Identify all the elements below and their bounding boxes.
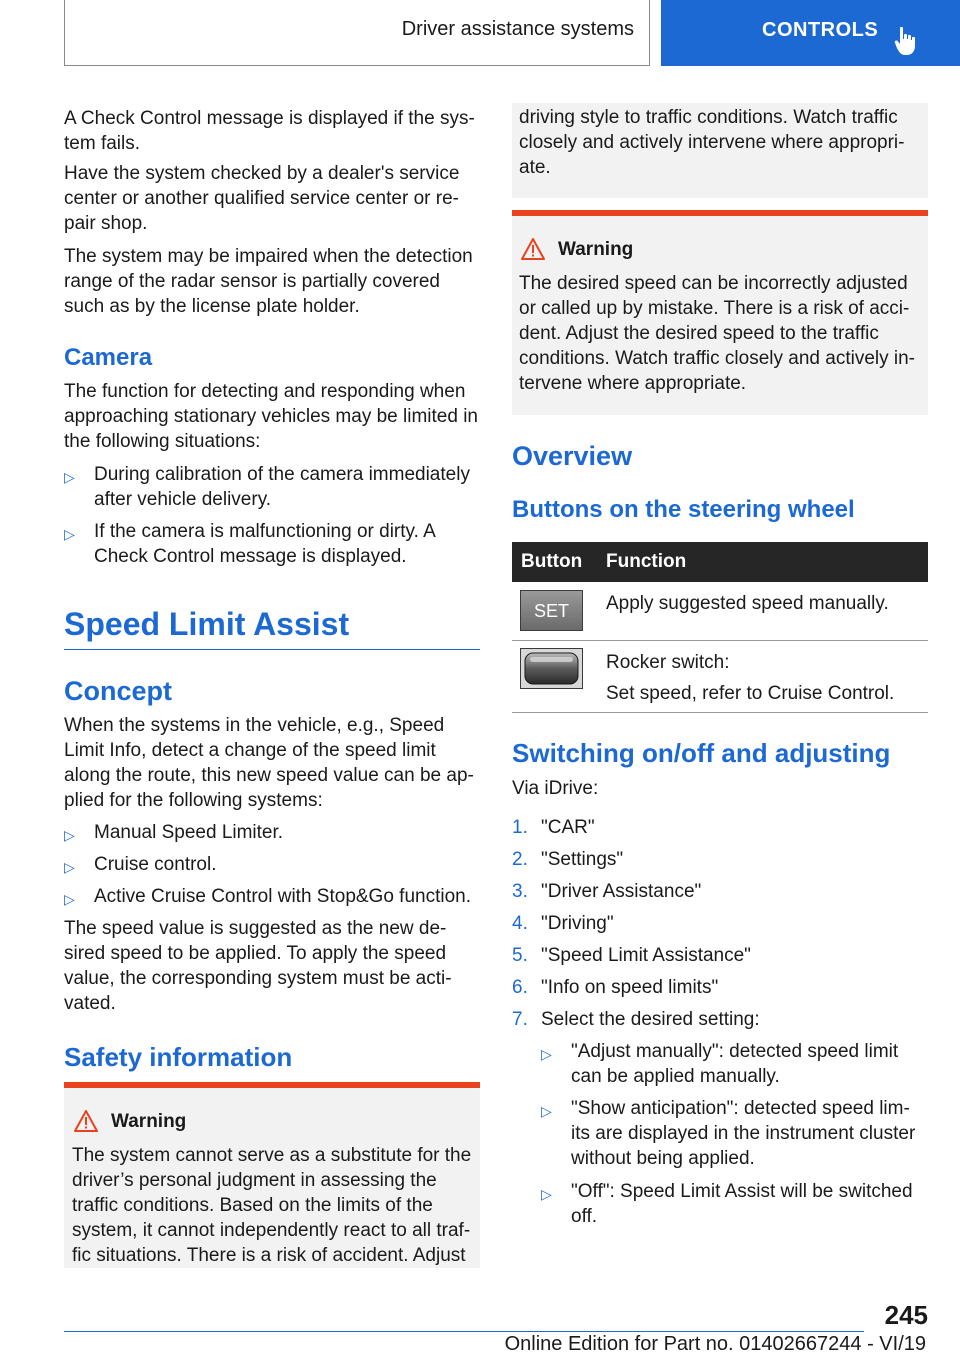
hand-pointer-icon [894,26,920,56]
bullet-triangle-icon: ▷ [541,1186,552,1202]
function-rocker-2: Set speed, refer to Cruise Control. [606,683,895,704]
paragraph-service: Have the system checked by a dealer's service center or another qualified service center or re- pair shop. [64,163,460,234]
warning-text-1-cont: driving style to traffic conditions. Watch traffic closely and actively intervene where appropri- ate. [519,107,905,178]
function-rocker-1: Rocker switch: [606,652,730,673]
camera-intro: The function for detecting and responding when approaching stationary vehicles may be limited in the following situations: [64,381,478,452]
warning-text-2: The desired speed can be incorrectly adjusted or called up by mistake. There is a risk of acci- dent. Adjust the desired speed to the traffic conditions. Watch traffic closely and actively in- tervene where appropriate. [519,273,916,394]
bullet-triangle-icon: ▷ [64,891,75,907]
edition-footer [0,1333,960,1359]
table-header [512,542,928,582]
warning-triangle-icon [521,238,545,260]
switching-heading: Switching on/off and adjusting [512,738,891,768]
table-row-divider [512,712,928,713]
bullet-triangle-icon: ▷ [64,859,75,875]
paragraph-fail: A Check Control message is displayed if the sys- tem fails. [64,108,475,154]
edition-text: Online Edition for Part no. 01402667244 - VI/19 [504,1333,926,1355]
warning-title-2: Warning [558,239,634,260]
set-button-icon [520,590,583,631]
heading-rule [64,649,480,650]
col-button-header: Button [521,551,583,572]
concept-text: When the systems in the vehicle, e.g., Speed Limit Info, detect a change of the speed limit along the route, this new speed value can be ap- plied for the following systems: [64,715,474,811]
bullet-triangle-icon: ▷ [541,1046,552,1062]
warning-triangle-icon [74,1110,98,1132]
via-idrive: Via iDrive: [512,778,599,799]
footer-rule [64,1331,864,1332]
concept-heading: Concept [64,676,172,706]
rocker-switch-icon [520,648,583,689]
chapter-title: CONTROLS [762,18,879,41]
camera-heading: Camera [64,344,153,371]
page-number: 245 [884,1300,928,1330]
table-row-divider [512,640,928,641]
svg-text:SET: SET [533,601,570,621]
buttons-heading: Buttons on the steering wheel [512,496,855,523]
bullet-triangle-icon: ▷ [541,1103,552,1119]
bullet-triangle-icon: ▷ [64,526,75,542]
bullet-triangle-icon: ▷ [64,827,75,843]
warning-title-1: Warning [111,1111,187,1132]
paragraph-impaired: The system may be impaired when the detection range of the radar sensor is partially covered such as by the license plate holder. [64,246,473,317]
safety-heading: Safety information [64,1042,293,1072]
warning-text-1: The system cannot serve as a substitute for the driver’s personal judgment in assessing the traffic conditions. Based on the limits of the system, it cannot independently react to all traf- fic situations. There is a risk of accident. Adjust [72,1145,472,1266]
speed-limit-assist-heading: Speed Limit Assist [64,606,350,642]
header-section-title [64,0,650,66]
overview-heading: Overview [512,441,633,471]
bullet-triangle-icon: ▷ [64,469,75,485]
function-apply: Apply suggested speed manually. [606,593,889,614]
section-title: Driver assistance systems [401,18,634,40]
concept-after: The speed value is suggested as the new de- sired speed to be applied. To apply the speed value, the corresponding system must be acti- vated. [64,918,452,1014]
col-function-header: Function [606,551,687,572]
